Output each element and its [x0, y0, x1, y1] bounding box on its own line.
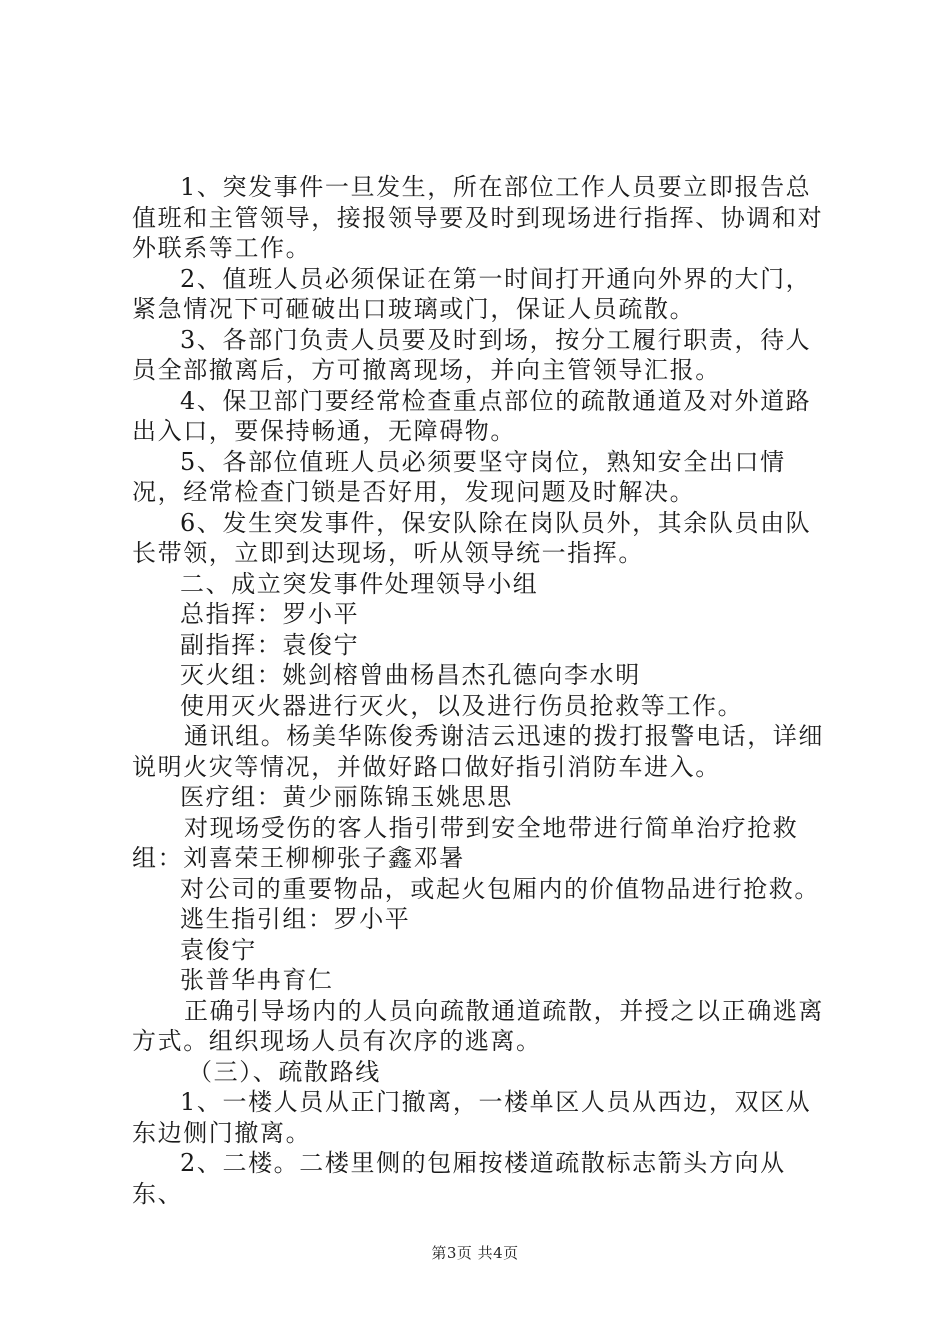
paragraph-item-2: 2、值班人员必须保证在第一时间打开通向外界的大门，紧急情况下可砸破出口玻璃或门，保证人员疏散。 [132, 264, 812, 323]
evacuation-guide-team-line: 逃生指引组：罗小平 [180, 905, 411, 933]
rescue-duty-line: 对公司的重要物品，或起火包厢内的价值物品进行抢救。 [180, 874, 820, 903]
medical-duty-line: 对现场受伤的客人指引带到安全地带进行简单治疗抢救组：刘喜荣王柳柳张子鑫邓暑 [132, 813, 799, 872]
firefighting-duty-line: 使用灭火器进行灭火，以及进行伤员抢救等工作。 [180, 691, 744, 720]
firefighting-team-line: 灭火组：姚剑榕曾曲杨昌杰孔德向李水明 [180, 661, 641, 689]
evacuation-member-line: 张普华冉育仁 [180, 966, 334, 994]
paragraph-item-4: 4、保卫部门要经常检查重点部位的疏散通道及对外道路出入口，要保持畅通，无障碍物。 [132, 386, 812, 445]
deputy-commander-line: 副指挥：袁俊宁 [180, 630, 360, 659]
paragraph-item-6: 6、发生突发事件，保安队除在岗队员外，其余队员由队长带领，立即到达现场，听从领导统一指挥。 [132, 508, 812, 567]
communication-team-line: 通讯组。杨美华陈俊秀谢洁云迅速的拨打报警电话，详细说明火灾等情况，并做好路口做好指引消防车进入。 [132, 722, 824, 781]
commander-line: 总指挥：罗小平 [180, 600, 360, 628]
page-footer: 第3页 共4页 [431, 1244, 519, 1262]
document-body [132, 172, 832, 1209]
section-heading-routes: （三）、疏散路线 [188, 1057, 381, 1086]
route-item-1: 1、一楼人员从正门撤离，一楼单区人员从西边，双区从东边侧门撤离。 [132, 1088, 812, 1147]
evacuation-member-line: 袁俊宁 [180, 935, 257, 964]
evacuation-duty-line: 正确引导场内的人员向疏散通道疏散，并授之以正确逃离方式。组织现场人员有次序的逃离。 [132, 996, 824, 1055]
medical-team-line: 医疗组：黄少丽陈锦玉姚思思 [180, 783, 513, 811]
paragraph-item-3: 3、各部门负责人员要及时到场，按分工履行职责，待人员全部撤离后，方可撤离现场，并向主管领导汇报。 [132, 325, 812, 384]
paragraph-item-5: 5、各部位值班人员必须要坚守岗位，熟知安全出口情况，经常检查门锁是否好用，发现问题及时解决。 [132, 447, 786, 506]
paragraph-item-1: 1、突发事件一旦发生，所在部位工作人员要立即报告总值班和主管领导，接报领导要及时到现场进行指挥、协调和对外联系等工作。 [132, 173, 824, 262]
section-heading-leadership: 二、成立突发事件处理领导小组 [180, 569, 539, 598]
route-item-2: 2、二楼。二楼里侧的包厢按楼道疏散标志箭头方向从东、 [132, 1149, 786, 1208]
